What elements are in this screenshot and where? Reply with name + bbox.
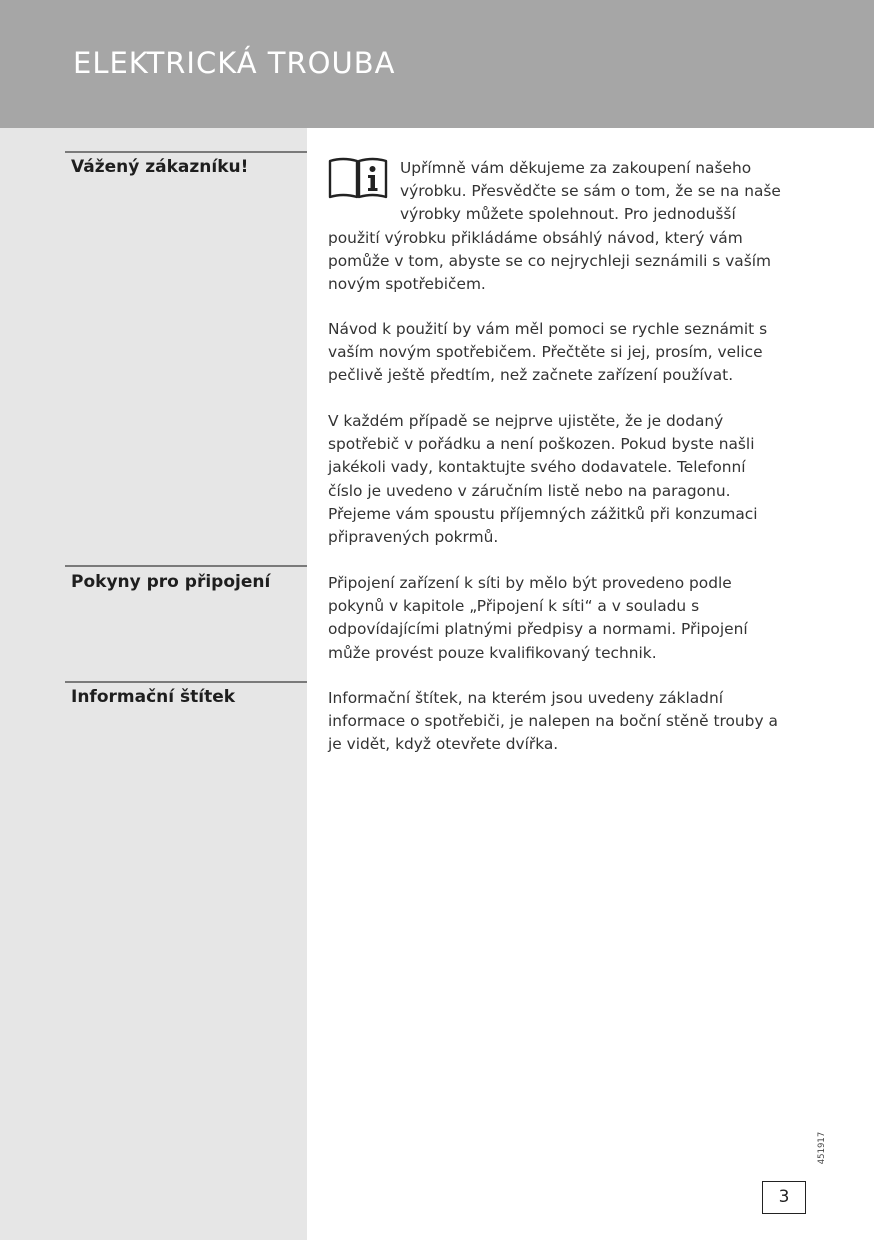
text-line: Informační štítek, na kterém jsou uvedeny základní <box>328 689 723 707</box>
section-heading-informacni-stitek: Informační štítek <box>71 687 236 707</box>
text-line: je vidět, když otevřete dvířka. <box>328 735 559 754</box>
document-code: 451917 <box>817 1131 827 1165</box>
rating-plate-paragraph <box>328 687 806 757</box>
section-heading-pokyny-pro-pripojeni: Pokyny pro připojení <box>71 572 271 592</box>
text-line: Upřímně vám děkujeme za zakoupení našeho <box>400 159 752 177</box>
section-divider <box>65 565 307 567</box>
intro-paragraph-1 <box>328 157 806 296</box>
text-line: připravených pokrmů. <box>328 528 499 547</box>
text-line: informace o spotřebiči, je nalepen na boční stěně trouby a <box>328 712 778 731</box>
section-heading-vazeny-zakazniku: Vážený zákazníku! <box>71 157 249 177</box>
text-line: pomůže v tom, abyste se co nejrychleji seznámili s vaším <box>328 251 772 270</box>
text-line: Přejeme vám spoustu příjemných zážitků při konzumaci <box>328 504 758 523</box>
connection-paragraph <box>328 572 806 665</box>
intro-paragraph-2 <box>328 318 806 388</box>
text-line: Připojení zařízení k síti by mělo být provedeno podle <box>328 574 732 592</box>
text-line: pokynů v kapitole „Připojení k síti“ a v souladu s <box>328 597 700 616</box>
intro-paragraph-3 <box>328 410 806 549</box>
text-line: V každém případě se nejprve ujistěte, že je dodaný <box>328 412 724 430</box>
section-divider <box>65 681 307 683</box>
text-line: použití výrobku přikládáme obsáhlý návod, který vám <box>328 228 743 247</box>
text-line: odpovídajícími platnými předpisy a normami. Připojení <box>328 620 748 639</box>
section-divider <box>65 151 307 153</box>
text-line: může provést pouze kvalifikovaný technik. <box>328 643 657 662</box>
text-line: výrobky můžete spolehnout. Pro jednodušší <box>400 205 736 224</box>
text-line: spotřebič v pořádku a není poškozen. Pokud byste našli <box>328 435 755 454</box>
sidebar-panel <box>0 128 307 1240</box>
text-line: jakékoli vady, kontaktujte svého dodavatele. Telefonní <box>328 458 746 477</box>
text-line: Návod k použití by vám měl pomoci se rychle seznámit s <box>328 320 768 338</box>
text-line: výrobku. Přesvědčte se sám o tom, že se na naše <box>400 182 781 201</box>
page-title: ELEKTRICKÁ TROUBA <box>73 46 396 80</box>
text-line: pečlivě ještě předtím, než začnete zařízení používat. <box>328 366 734 385</box>
page-header <box>0 0 874 128</box>
page-number: 3 <box>762 1181 806 1214</box>
text-line: novým spotřebičem. <box>328 275 486 294</box>
text-line: číslo je uvedeno v záručním listě nebo na paragonu. <box>328 481 731 500</box>
text-line: vaším novým spotřebičem. Přečtěte si jej, prosím, velice <box>328 343 763 362</box>
